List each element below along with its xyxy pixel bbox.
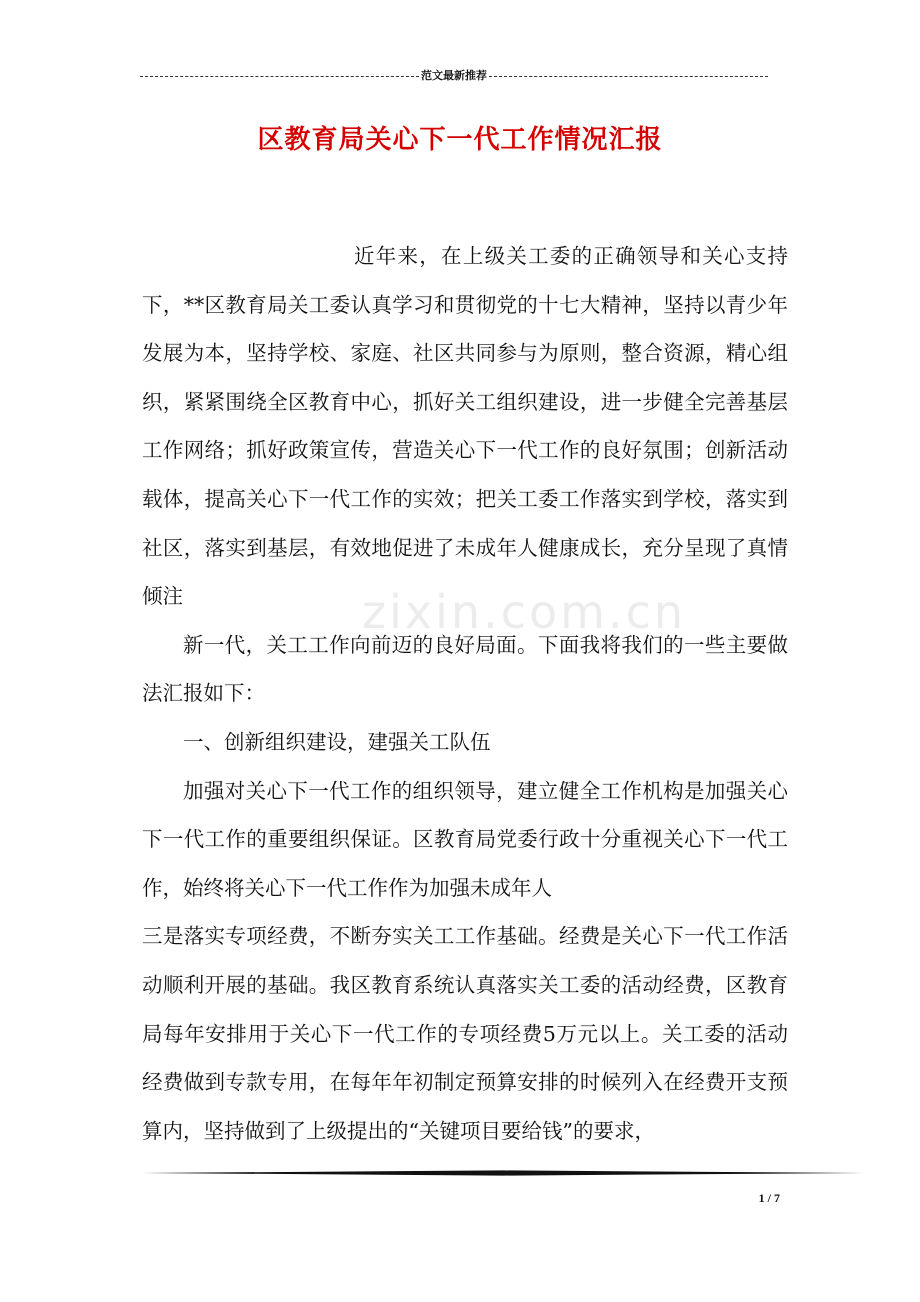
paragraph-intro: 近年来，在上级关工委的正确领导和关心支持下，**区教育局关工委认真学习和贯彻党的十七大精神，坚持以青少年发展为本，坚持学校、家庭、社区共同参与为原则，整合资源，精心组织，紧紧围绕全区教育中心，抓好关工组织建设，进一步健全完善基层工作网络；抓好政策宣传，营造关心下一代工作的良好氛围；创新活动载体，提高关心下一代工作的实效；把关工委工作落实到学校，落实到社区，落实到基层，有效地促进了未成年人健康成长，充分呈现了真情倾注 <box>142 244 788 609</box>
document-title: 区教育局关心下一代工作情况汇报 <box>257 125 663 155</box>
paragraph-funding: 三是落实专项经费，不断夯实关工工作基础。经费是关心下一代工作活动顺利开展的基础。我区教育系统认真落实关工委的活动经费，区教育局每年安排用于关心下一代工作的专项经费5万元以上。关工委的活动经费做到专款专用，在每年年初制定预算安排的时候列入在经费开支预算内，坚持做到了上级提出的“关键项目要给钱”的要求， <box>142 924 788 1143</box>
section-heading-1: 一、创新组织建设，建强关工队伍 <box>183 729 491 754</box>
watermark-logo: zixin.com.cn <box>362 585 687 639</box>
footer-rule <box>142 1170 864 1176</box>
header-dash-left <box>140 75 419 77</box>
paragraph-continuation: 新一代，关工工作向前迈的良好局面。下面我将我们的一些主要做法汇报如下： <box>142 632 788 706</box>
page-header <box>140 68 768 84</box>
paragraph-organization: 加强对关心下一代工作的组织领导，建立健全工作机构是加强关心下一代工作的重要组织保证。区教育局党委行政十分重视关心下一代工作，始终将关心下一代工作作为加强未成年人 <box>142 778 788 900</box>
page-number: 1 / 7 <box>758 1191 780 1205</box>
document-body <box>142 232 788 1155</box>
header-dash-right <box>489 75 768 77</box>
header-label: 范文最新推荐 <box>421 70 487 82</box>
